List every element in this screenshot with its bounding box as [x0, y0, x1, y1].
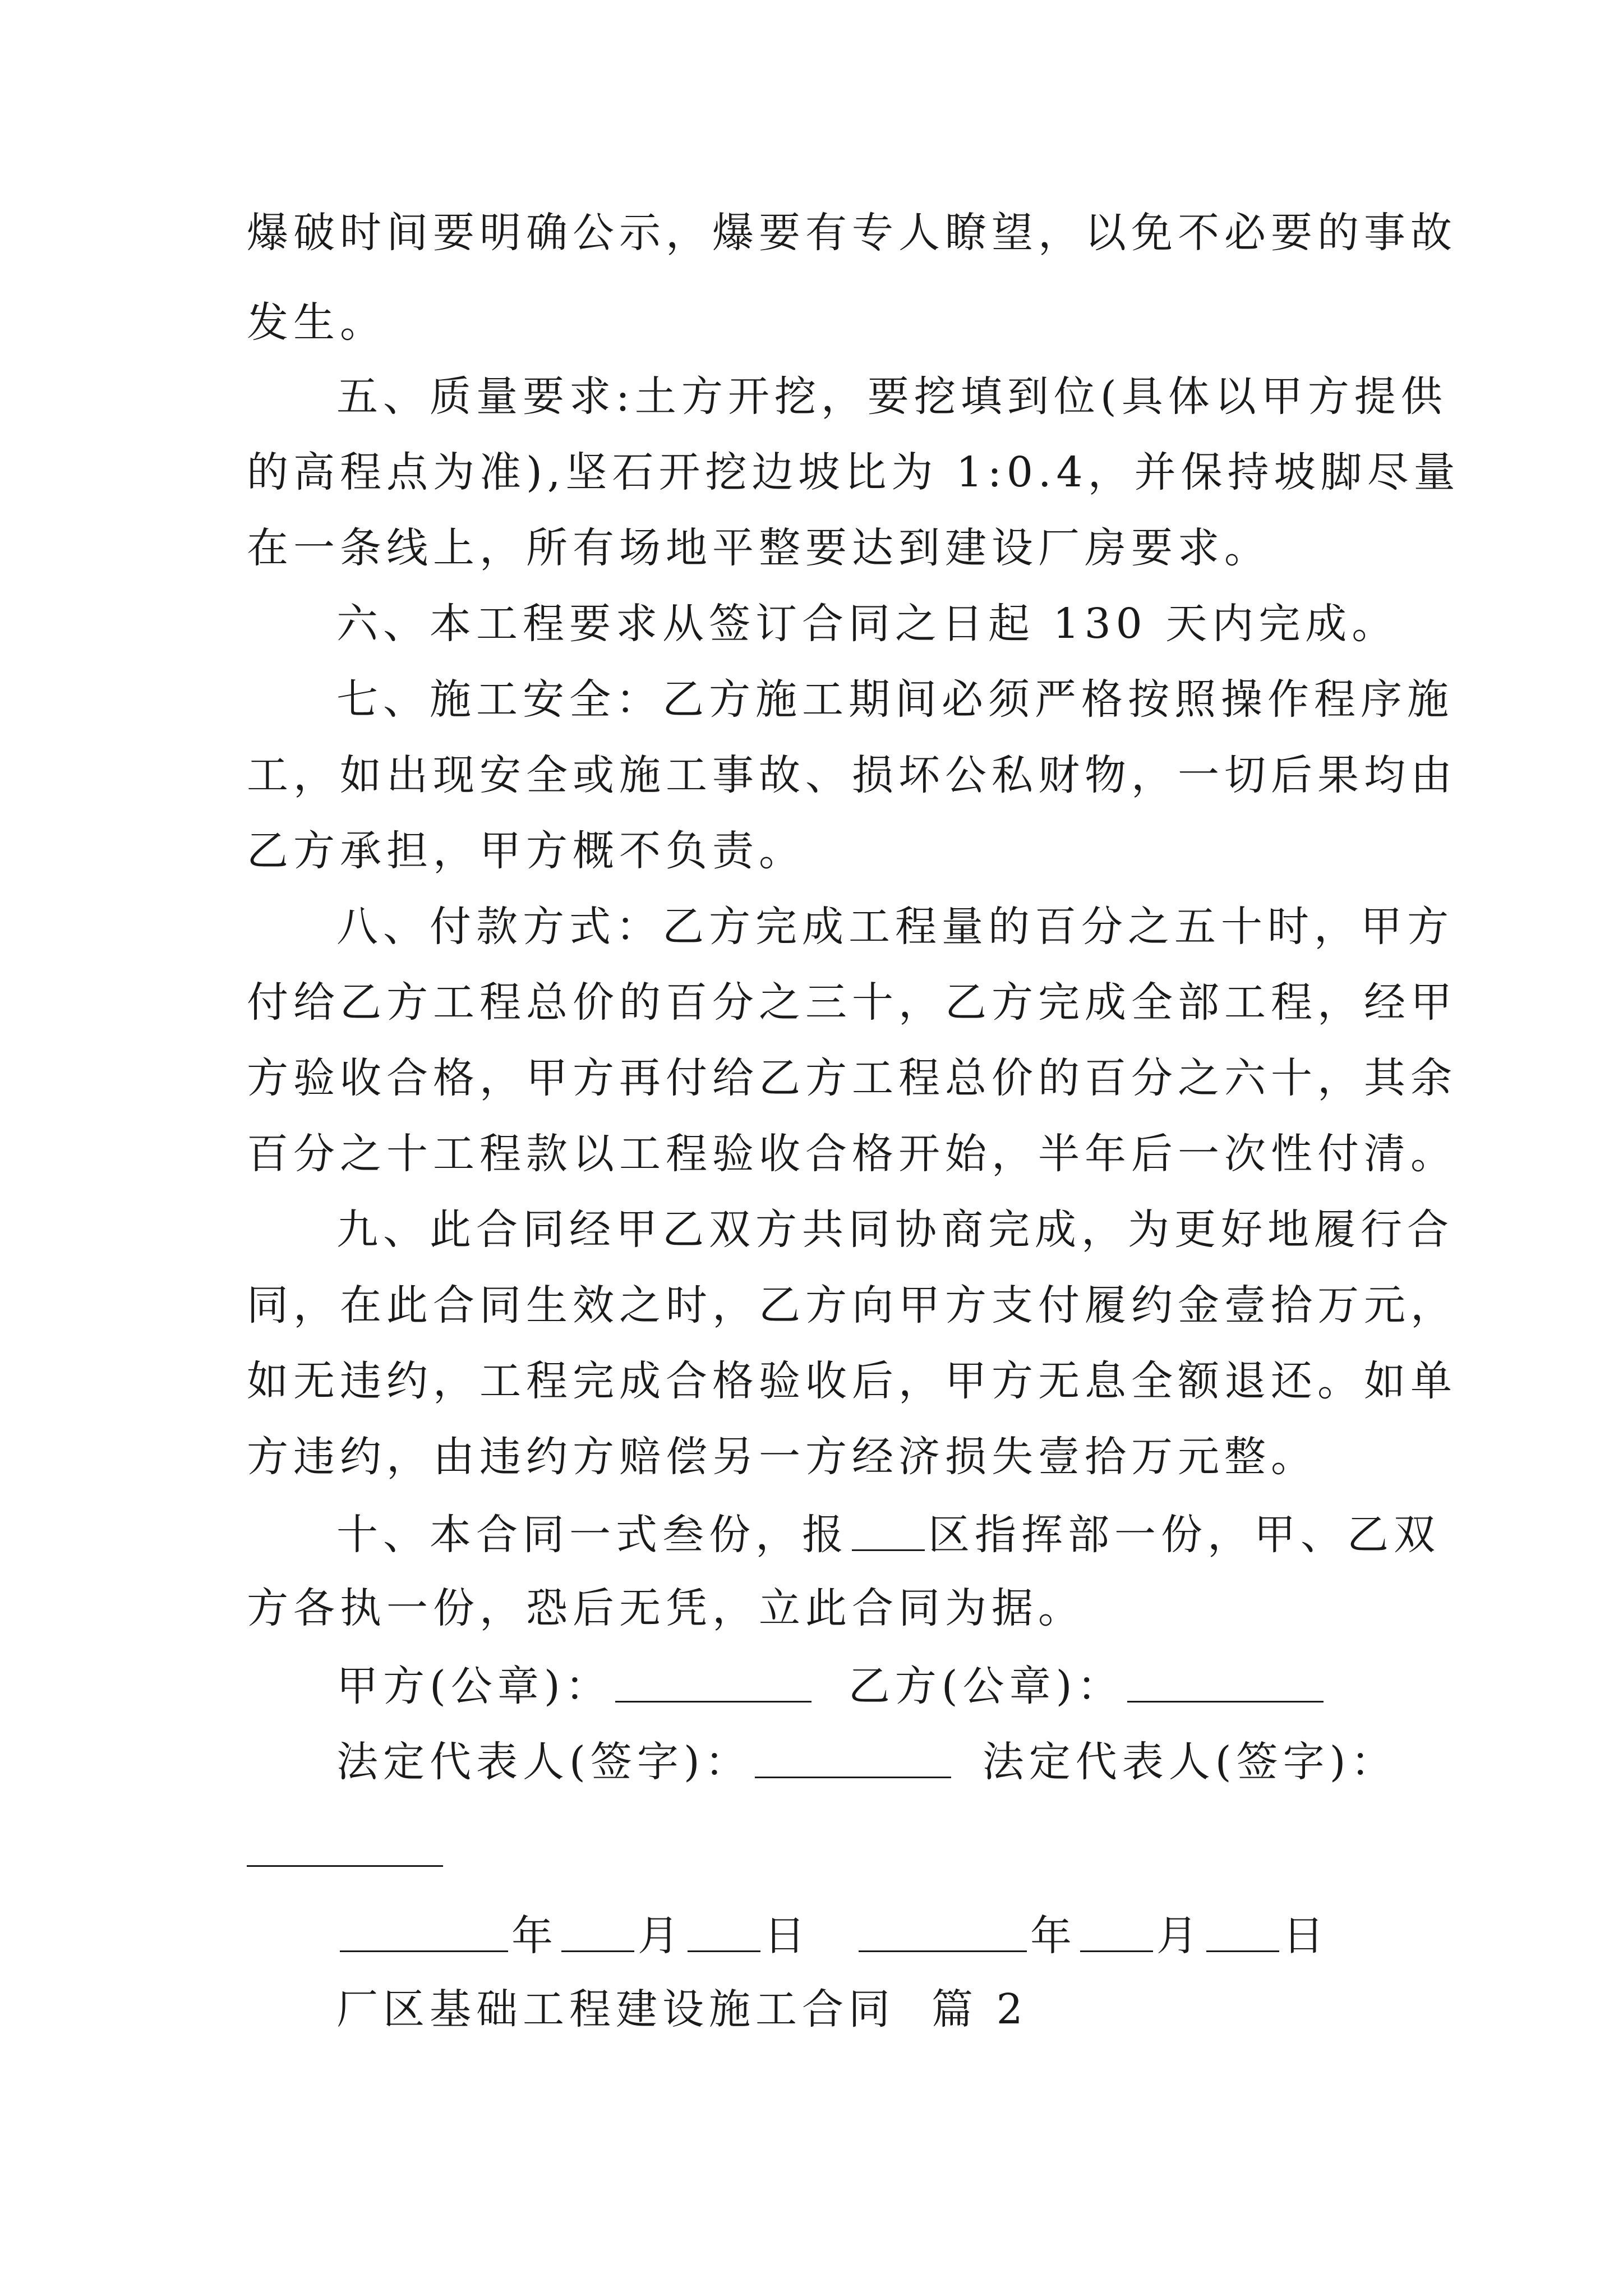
party-b-seal-blank	[1127, 1663, 1324, 1703]
party-b-seal-label: 乙方(公章)：	[848, 1662, 1124, 1710]
paragraph-9-line-4: 方违约，由违约方赔偿另一方经济损失壹拾万元整。	[247, 1433, 1317, 1481]
paragraph-8-line-4: 百分之十工程款以工程验收合格开始，半年后一次性付清。	[247, 1130, 1457, 1178]
party-a-seal-blank	[615, 1663, 811, 1703]
party-a-seal-label: 甲方(公章)：	[336, 1662, 612, 1710]
party-a-rep-label: 法定代表人(签字)：	[336, 1737, 751, 1786]
paragraph-9-line-3: 如无违约，工程完成合格验收后，甲方无息全额退还。如单	[247, 1357, 1457, 1405]
paragraph-4-line-1: 爆破时间要明确公示，爆要有专人瞭望，以免不必要的事故	[247, 209, 1457, 257]
paragraph-8-line-2: 付给乙方工程总价的百分之三十，乙方完成全部工程，经甲	[247, 978, 1457, 1027]
party-b-year-label: 年	[1030, 1911, 1077, 1960]
party-a-year-blank	[340, 1913, 508, 1952]
paragraph-10-text-b: 区指挥部一份，甲、乙双	[928, 1510, 1440, 1559]
paragraph-10-line-1	[336, 1510, 1440, 1559]
party-b-rep-label: 法定代表人(签字)：	[982, 1737, 1398, 1786]
paragraph-10-line-2: 方各执一份，恐后无凭，立此合同为据。	[247, 1584, 1085, 1632]
paragraph-7-line-2: 工，如出现安全或施工事故、损坏公私财物，一切后果均由	[247, 751, 1457, 799]
party-b-day-label: 日	[1283, 1911, 1329, 1960]
party-a-day-label: 日	[764, 1911, 810, 1960]
party-b-rep-blank	[247, 1865, 443, 1867]
seal-row	[336, 1662, 1327, 1710]
paragraph-5-line-2: 的高程点为准),坚石开挖边坡比为 1:0.4，并保持坡脚尽量	[247, 448, 1460, 496]
paragraph-10-text-a: 十、本合同一式叁份，报	[336, 1510, 849, 1559]
paragraph-9-line-2: 同，在此合同生效之时，乙方向甲方支付履约金壹拾万元，	[247, 1281, 1457, 1329]
paragraph-4-line-2: 发生。	[247, 298, 386, 347]
party-b-day-blank	[1206, 1913, 1279, 1952]
paragraph-9-line-1: 九、此合同经甲乙双方共同协商完成，为更好地履行合	[336, 1205, 1454, 1254]
date-row	[336, 1911, 1329, 1960]
paragraph-5-line-1: 五、质量要求:土方开挖，要挖填到位(具体以甲方提供	[336, 372, 1447, 421]
paragraph-5-line-3: 在一条线上，所有场地平整要达到建设厂房要求。	[247, 524, 1271, 572]
paragraph-7-line-1: 七、施工安全：乙方施工期间必须严格按照操作程序施	[336, 675, 1454, 724]
party-b-month-label: 月	[1156, 1911, 1203, 1960]
paragraph-8-line-3: 方验收合格，甲方再付给乙方工程总价的百分之六十，其余	[247, 1054, 1457, 1102]
representative-row	[336, 1737, 1398, 1786]
next-section-title: 厂区基础工程建设施工合同 篇 2	[336, 1985, 1028, 2033]
party-b-month-blank	[1080, 1913, 1153, 1952]
party-b-year-blank	[859, 1913, 1027, 1952]
party-a-year-label: 年	[511, 1911, 558, 1960]
party-a-rep-blank	[755, 1739, 951, 1778]
paragraph-7-line-3: 乙方承担，甲方概不负责。	[247, 827, 805, 875]
district-blank	[852, 1512, 925, 1551]
paragraph-6-line-1: 六、本工程要求从签订合同之日起 130 天内完成。	[336, 600, 1399, 648]
party-a-month-label: 月	[638, 1911, 684, 1960]
party-a-month-blank	[561, 1913, 634, 1952]
paragraph-8-line-1: 八、付款方式：乙方完成工程量的百分之五十时，甲方	[336, 903, 1454, 951]
party-a-day-blank	[688, 1913, 760, 1952]
